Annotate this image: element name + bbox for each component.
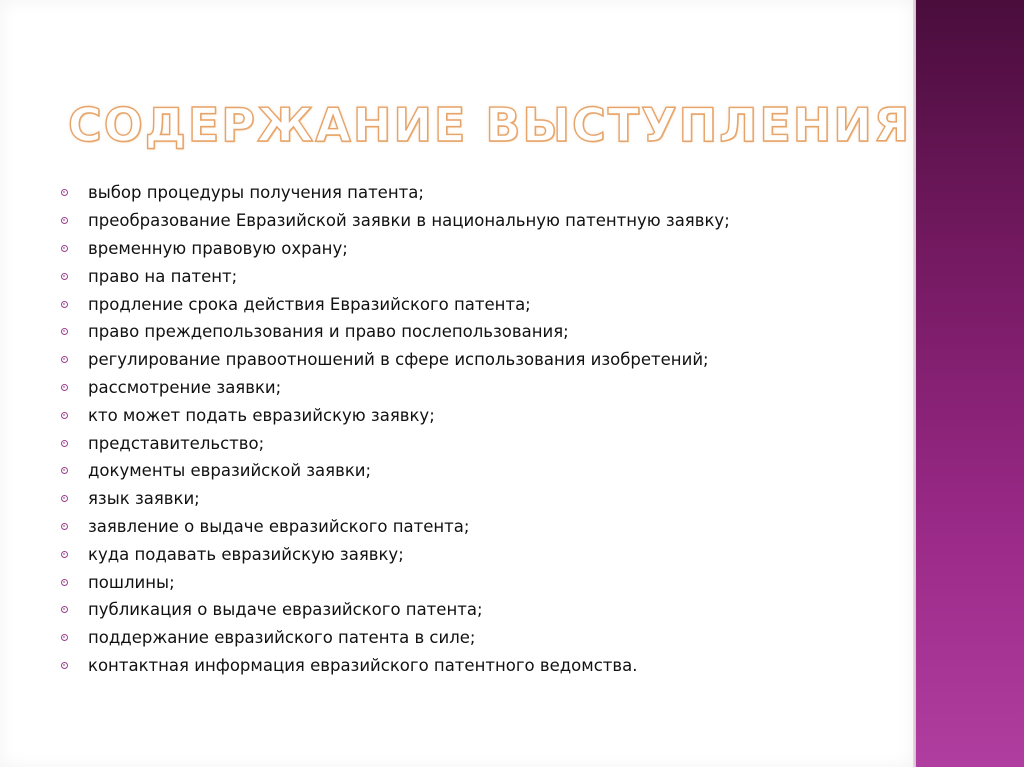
list-item: [60, 318, 730, 346]
list-item-text: контактная информация евразийского патентного ведомства.: [88, 655, 638, 675]
list-item: [60, 235, 730, 263]
list-item: [60, 457, 730, 485]
list-item-text: рассмотрение заявки;: [88, 377, 282, 397]
list-item: [60, 179, 730, 207]
list-item-text: публикация о выдаче евразийского патента;: [88, 600, 483, 620]
circle-bullet-icon: [61, 301, 68, 308]
list-item: [60, 207, 730, 235]
circle-bullet-icon: [61, 467, 68, 474]
circle-bullet-icon: [61, 384, 68, 391]
circle-bullet-icon: [61, 328, 68, 335]
list-item: [60, 624, 730, 652]
list-item-text: право на патент;: [88, 266, 238, 286]
list-item: [60, 401, 730, 429]
circle-bullet-icon: [61, 523, 68, 530]
list-item-text: пошлины;: [88, 572, 175, 592]
list-item: [60, 485, 730, 513]
list-item-text: куда подавать евразийскую заявку;: [88, 544, 404, 564]
circle-bullet-icon: [61, 662, 68, 669]
circle-bullet-icon: [61, 245, 68, 252]
circle-bullet-icon: [61, 440, 68, 447]
circle-bullet-icon: [61, 634, 68, 641]
list-item: [60, 652, 730, 680]
circle-bullet-icon: [61, 495, 68, 502]
list-item: [60, 374, 730, 402]
circle-bullet-icon: [61, 273, 68, 280]
list-item: [60, 262, 730, 290]
list-item-text: представительство;: [88, 433, 265, 453]
circle-bullet-icon: [61, 606, 68, 613]
decorative-side-band: [916, 0, 1024, 767]
list-item: [60, 429, 730, 457]
list-item-text: выбор процедуры получения патента;: [88, 183, 424, 203]
list-item: [60, 568, 730, 596]
list-item-text: кто может подать евразийскую заявку;: [88, 405, 435, 425]
list-item: [60, 540, 730, 568]
list-item-text: преобразование Евразийской заявки в национальную патентную заявку;: [88, 211, 730, 231]
list-item: [60, 596, 730, 624]
list-item-text: заявление о выдаче евразийского патента;: [88, 516, 470, 536]
list-item-text: продление срока действия Евразийского патента;: [88, 294, 531, 314]
slide-title: СОДЕРЖАНИЕ ВЫСТУПЛЕНИЯ: [68, 98, 912, 152]
list-item: [60, 346, 730, 374]
list-item: [60, 290, 730, 318]
list-item-text: поддержание евразийского патента в силе;: [88, 628, 476, 648]
circle-bullet-icon: [61, 579, 68, 586]
list-item-text: право преждепользования и право послепользования;: [88, 322, 569, 342]
bullet-list: [60, 179, 730, 679]
circle-bullet-icon: [61, 356, 68, 363]
list-item-text: документы евразийской заявки;: [88, 461, 372, 481]
list-item-text: язык заявки;: [88, 489, 200, 509]
circle-bullet-icon: [61, 189, 68, 196]
list-item-text: временную правовую охрану;: [88, 238, 348, 258]
list-item-text: регулирование правоотношений в сфере использования изобретений;: [88, 350, 709, 370]
circle-bullet-icon: [61, 217, 68, 224]
circle-bullet-icon: [61, 551, 68, 558]
list-item: [60, 513, 730, 541]
circle-bullet-icon: [61, 412, 68, 419]
